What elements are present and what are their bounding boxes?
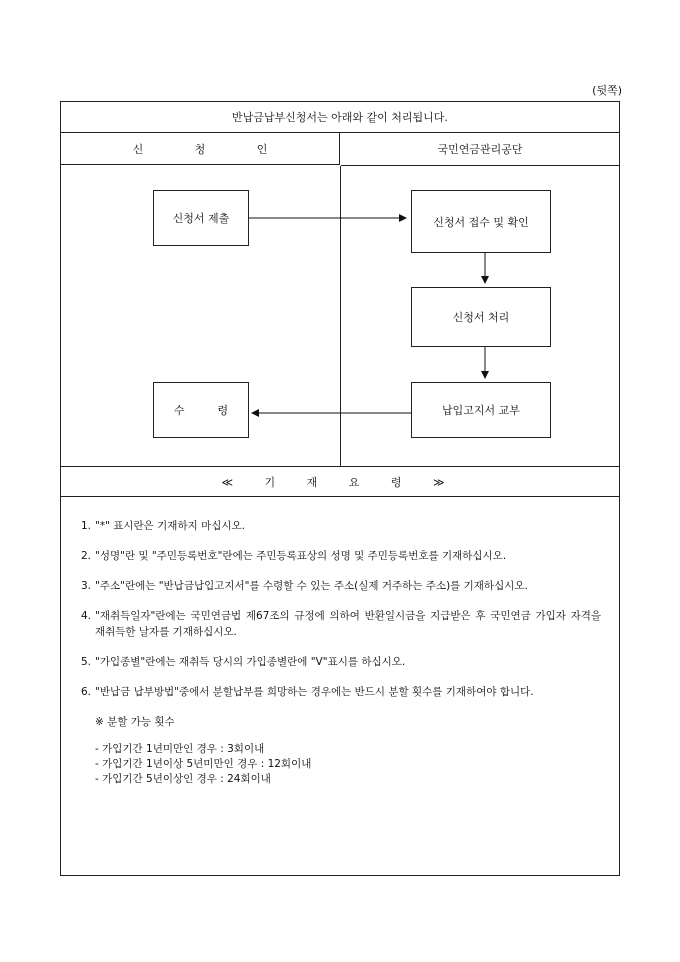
installment-line: - 가입기간 1년미만인 경우 : 3회이내 [95, 743, 265, 755]
flow-box-process: 신청서 처리 [411, 287, 551, 347]
guide-item [81, 518, 601, 534]
guide-item [81, 684, 601, 700]
guide-item-number: 6. [81, 686, 92, 698]
column-header-agency: 국민연금관리공단 [341, 133, 619, 166]
page-side-label: (뒷쪽) [592, 84, 622, 97]
guide-item-number: 5. [81, 656, 92, 668]
guide-item-number: 1. [81, 520, 92, 532]
flow-box-receive: 신청서 접수 및 확인 [411, 190, 551, 253]
guide-item-number: 3. [81, 580, 92, 592]
installment-note [95, 714, 601, 787]
guide-item-text: "가입종별"란에는 재취득 당시의 가입종별란에 "V"표시를 하십시오. [95, 656, 406, 668]
guide-item-text: "*" 표시란은 기재하지 마십시오. [95, 520, 245, 532]
installment-note-title: ※ 분할 가능 횟수 [95, 716, 175, 728]
flow-box-obtain: 수 령 [153, 382, 249, 438]
form-title: 반납금납부신청서는 아래와 같이 처리됩니다. [61, 102, 619, 133]
column-header-applicant: 신 청 인 [61, 133, 340, 165]
flow-diagram [61, 166, 619, 467]
guide-item-text: "재취득일자"란에는 국민연금법 제67조의 규정에 의하여 반환일시금을 지급받은 후 국민연금 가입자 자격을 재취득한 날자를 기재하십시오. [95, 610, 601, 638]
guide-item-number: 2. [81, 550, 92, 562]
flow-box-issue: 납입고지서 교부 [411, 382, 551, 438]
guide-title: ≪ 기 재 요 령 ≫ [61, 467, 619, 497]
process-form [60, 101, 620, 876]
guide-item-text: "주소"란에는 "반납금납입고지서"를 수령할 수 있는 주소(실제 거주하는 주소)를 기재하십시오. [95, 580, 528, 592]
installment-line: - 가입기간 5년이상인 경우 : 24회이내 [95, 773, 271, 785]
guide-item [81, 608, 601, 640]
guide-item-text: "성명"란 및 "주민등록번호"란에는 주민등록표상의 성명 및 주민등록번호를 기재하십시오. [95, 550, 507, 562]
guide-item [81, 578, 601, 594]
guide-item [81, 548, 601, 564]
guide-item-text: "반납금 납부방법"중에서 분할납부를 희망하는 경우에는 반드시 분할 횟수를 기재하여야 합니다. [95, 686, 534, 698]
guide-item-number: 4. [81, 610, 92, 622]
guide-item [81, 654, 601, 670]
flow-box-submit: 신청서 제출 [153, 190, 249, 246]
guide-list [81, 518, 601, 787]
installment-line: - 가입기간 1년이상 5년미만인 경우 : 12회이내 [95, 758, 312, 770]
